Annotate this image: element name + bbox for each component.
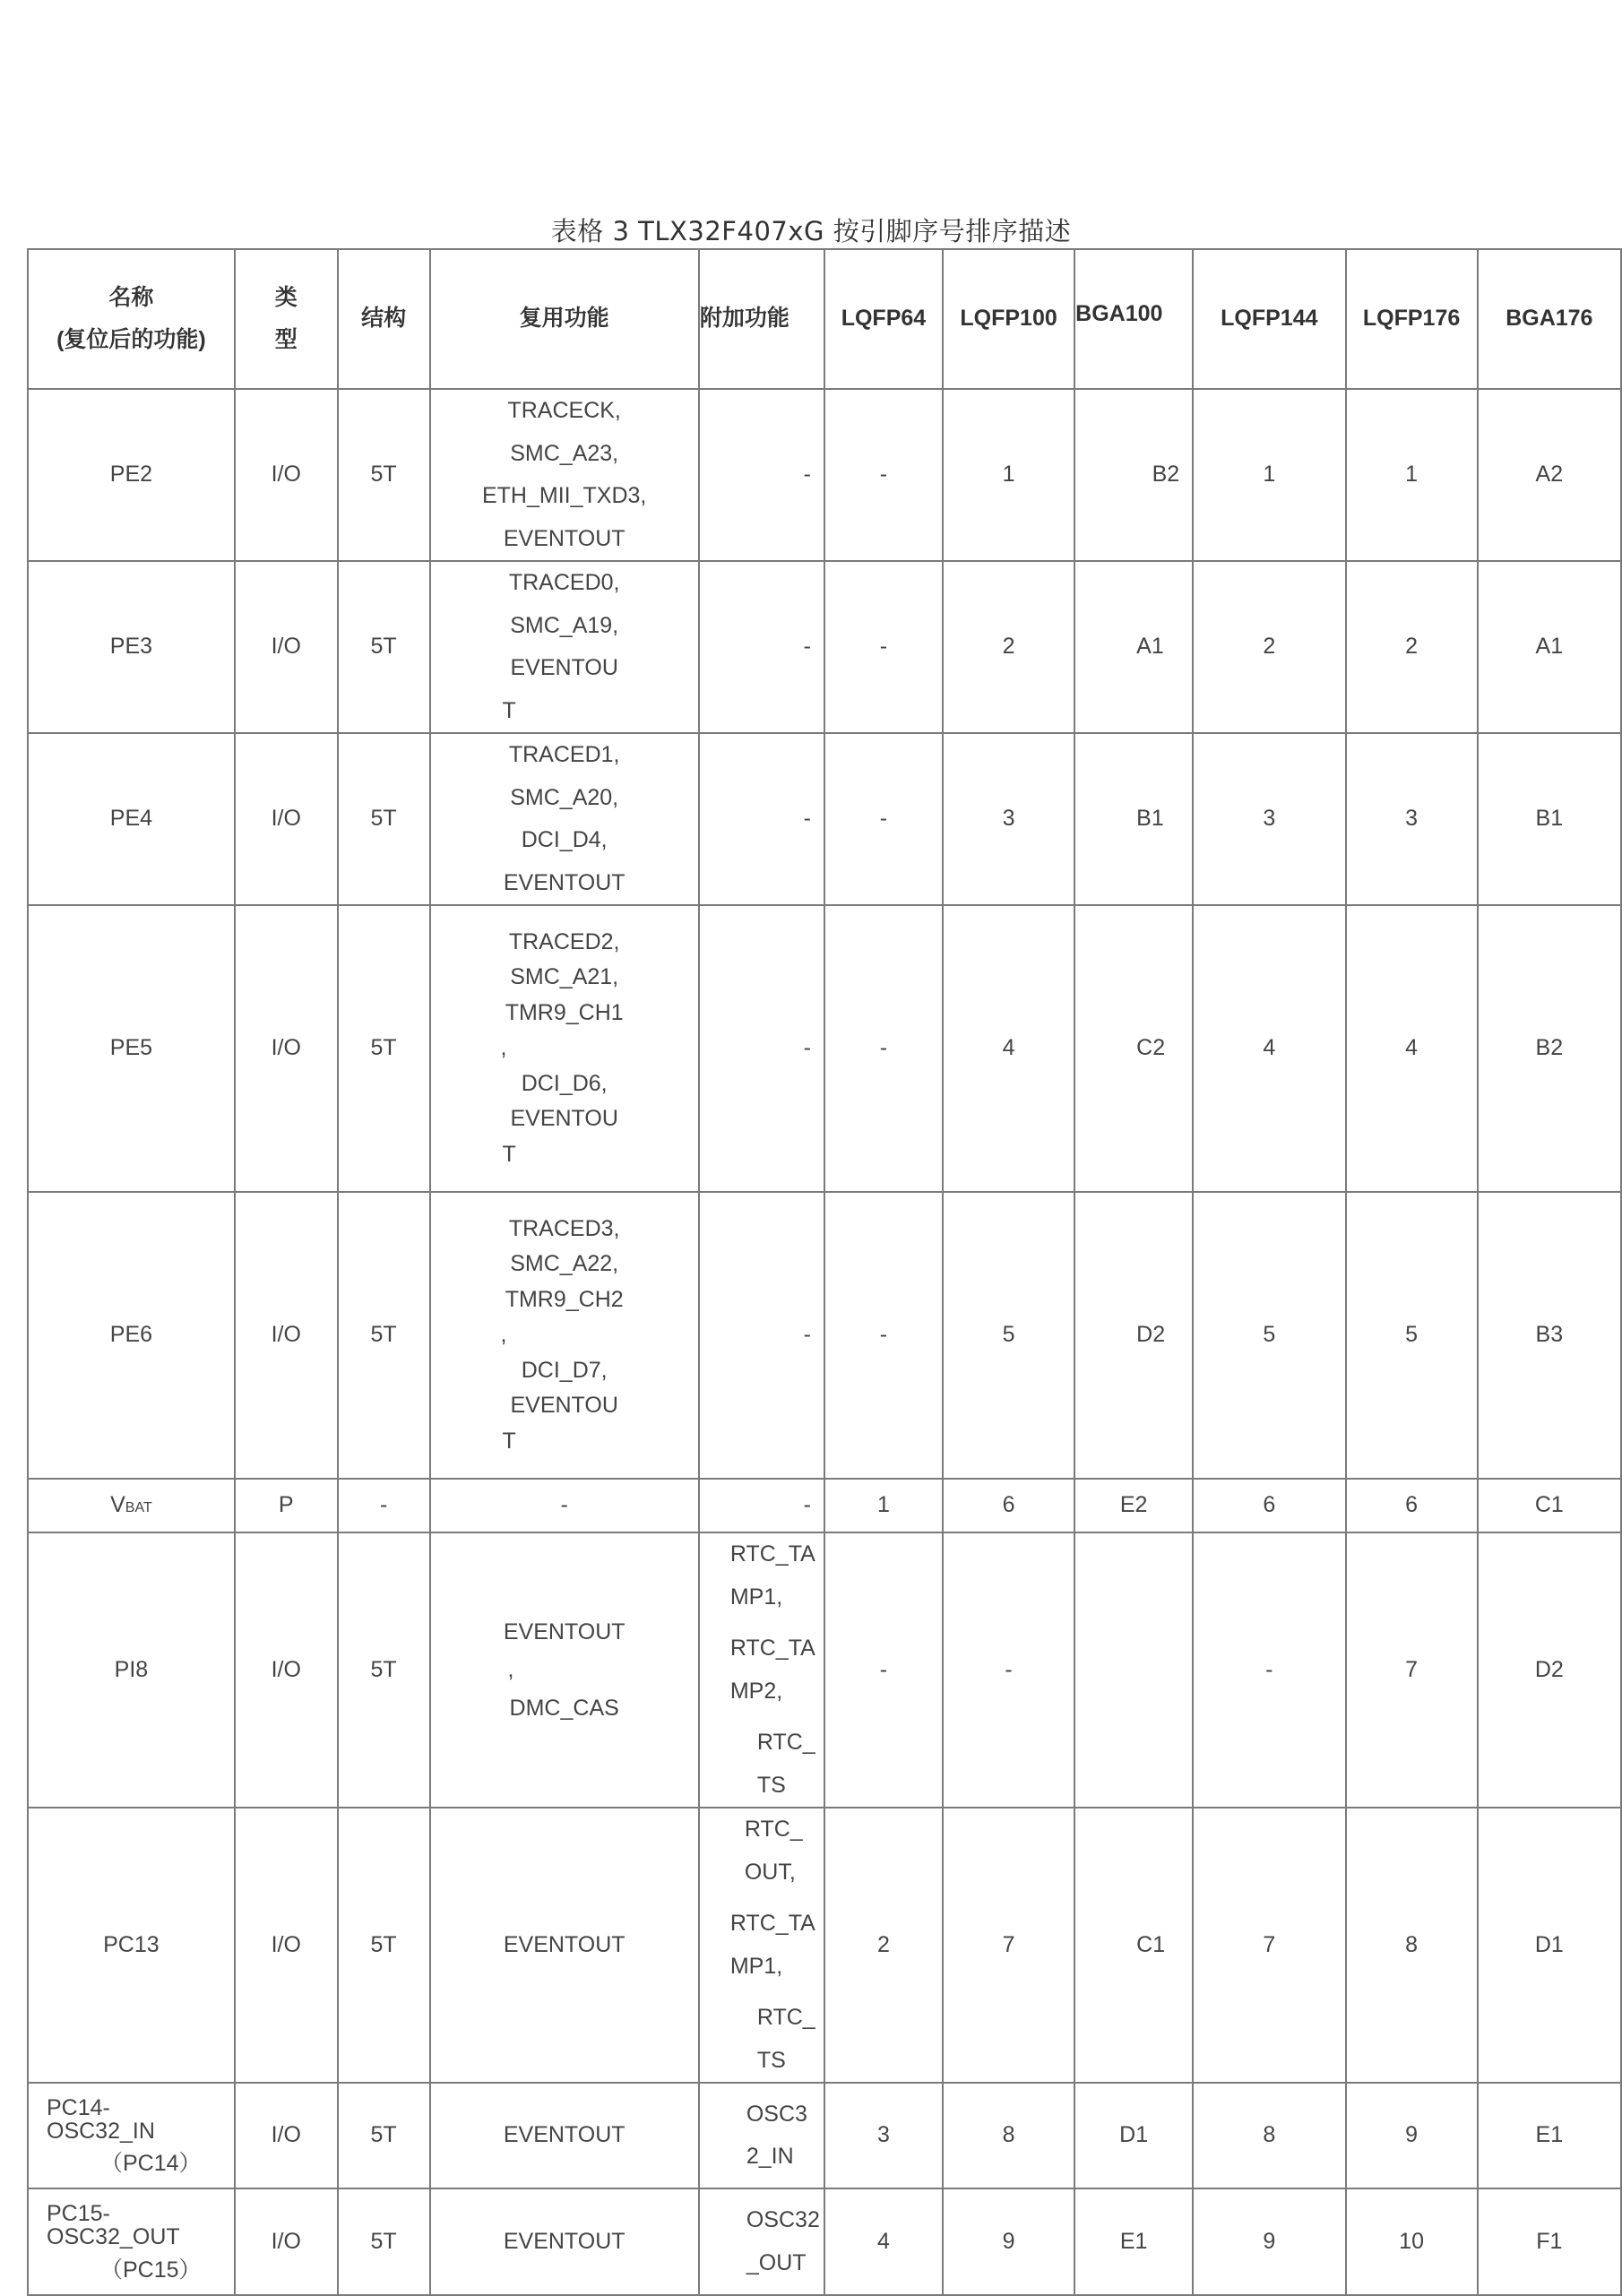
additional-function: - <box>699 561 824 733</box>
pin-structure: 5T <box>338 1808 430 2083</box>
lqfp176-pin: 6 <box>1346 1479 1478 1532</box>
pin-table <box>27 248 1622 2296</box>
alt-line: SMC_A22, <box>510 1251 619 1277</box>
table-row <box>28 2188 1621 2295</box>
lqfp64-pin: - <box>824 1192 943 1479</box>
pin-name <box>28 1479 235 1532</box>
pin-type: I/O <box>235 1192 338 1479</box>
pin-structure: 5T <box>338 733 430 905</box>
bga176-pin: D1 <box>1478 1808 1621 2083</box>
bga176-pin: E1 <box>1478 2083 1621 2188</box>
pin-type: I/O <box>235 1532 338 1808</box>
pin-structure: 5T <box>338 561 430 733</box>
alt-line: TRACED3, <box>508 1215 620 1241</box>
additional-line: RTC_TA <box>729 1541 815 1567</box>
lqfp100-pin: - <box>943 1532 1074 1808</box>
lqfp64-pin: 4 <box>824 2188 943 2295</box>
alt-function: - <box>430 1479 699 1532</box>
pin-name-subscript: BAT <box>125 1500 152 1516</box>
bga176-pin: A1 <box>1478 561 1621 733</box>
additional-function <box>699 1532 824 1808</box>
additional-line: RTC_TA <box>729 1636 815 1661</box>
lqfp64-pin: - <box>824 733 943 905</box>
lqfp144-pin: 1 <box>1193 389 1345 561</box>
lqfp64-pin: 3 <box>824 2083 943 2188</box>
lqfp64-pin: - <box>824 905 943 1192</box>
lqfp176-pin: 10 <box>1346 2188 1478 2295</box>
lqfp100-pin: 9 <box>943 2188 1074 2295</box>
additional-line: TS <box>756 2047 786 2073</box>
alt-line: DCI_D4, <box>521 827 608 852</box>
lqfp144-pin: 3 <box>1193 733 1345 905</box>
pin-name: PE4 <box>28 733 235 905</box>
alt-line: DCI_D7, <box>521 1357 608 1383</box>
alt-line: EVENTOUT <box>503 1618 626 1644</box>
lqfp176-pin: 3 <box>1346 733 1478 905</box>
alt-line: T <box>502 697 516 723</box>
lqfp100-pin: 6 <box>943 1479 1074 1532</box>
alt-line: DMC_CAS <box>509 1695 619 1721</box>
alt-function <box>430 561 699 733</box>
alt-line: EVENTOU <box>510 655 618 680</box>
bga100-pin: E2 <box>1074 1479 1193 1532</box>
lqfp144-pin: 6 <box>1193 1479 1345 1532</box>
lqfp100-pin: 4 <box>943 905 1074 1192</box>
alt-function <box>430 733 699 905</box>
pin-type: I/O <box>235 1808 338 2083</box>
lqfp144-pin: - <box>1193 1532 1345 1808</box>
pin-structure: - <box>338 1479 430 1532</box>
bga100-pin: A1 <box>1074 561 1193 733</box>
bga100-pin: E1 <box>1074 2188 1193 2295</box>
additional-function: - <box>699 1479 824 1532</box>
table-row <box>28 733 1621 905</box>
alt-function: EVENTOUT <box>430 2083 699 2188</box>
alt-line: EVENTOU <box>510 1106 618 1132</box>
alt-line: TRACED1, <box>508 742 620 767</box>
additional-line: OSC3 <box>746 2101 807 2127</box>
alt-line: SMC_A21, <box>510 964 619 990</box>
header-bga176: BGA176 <box>1478 249 1621 389</box>
additional-line: RTC_ <box>744 1817 803 1842</box>
lqfp176-pin: 9 <box>1346 2083 1478 2188</box>
lqfp64-pin: - <box>824 389 943 561</box>
header-bga100: BGA100 <box>1074 249 1193 389</box>
alt-line: EVENTOU <box>510 1393 618 1419</box>
lqfp100-pin: 8 <box>943 2083 1074 2188</box>
bga100-pin: D1 <box>1074 2083 1193 2188</box>
header-type <box>235 249 338 389</box>
bga176-pin: F1 <box>1478 2188 1621 2295</box>
pin-type: I/O <box>235 561 338 733</box>
header-additional-function: 附加功能 <box>699 249 824 389</box>
pin-structure: 5T <box>338 905 430 1192</box>
bga100-pin: B1 <box>1074 733 1193 905</box>
bga176-pin: C1 <box>1478 1479 1621 1532</box>
pin-name: PE5 <box>28 905 235 1192</box>
additional-line: RTC_TA <box>729 1911 815 1936</box>
pin-type: I/O <box>235 2083 338 2188</box>
pin-name-line: （PC15） <box>100 2257 202 2283</box>
lqfp144-pin: 9 <box>1193 2188 1345 2295</box>
alt-line: TRACED0, <box>508 570 620 595</box>
alt-line: TRACECK, <box>507 398 621 423</box>
lqfp64-pin: 2 <box>824 1808 943 2083</box>
additional-function <box>699 2083 824 2188</box>
table-row <box>28 1808 1621 2083</box>
alt-line: , <box>500 1035 507 1061</box>
pin-name: PC13 <box>28 1808 235 2083</box>
pin-structure: 5T <box>338 389 430 561</box>
lqfp176-pin: 4 <box>1346 905 1478 1192</box>
alt-function <box>430 905 699 1192</box>
table-row <box>28 1479 1621 1532</box>
additional-line: MP1, <box>729 1953 783 1979</box>
lqfp176-pin: 8 <box>1346 1808 1478 2083</box>
pin-name-line: OSC32_IN <box>47 2118 155 2144</box>
alt-line: TRACED2, <box>508 928 620 954</box>
alt-line: SMC_A20, <box>510 784 619 810</box>
lqfp144-pin: 2 <box>1193 561 1345 733</box>
additional-line: OUT, <box>744 1859 796 1885</box>
pin-structure: 5T <box>338 1532 430 1808</box>
lqfp100-pin: 3 <box>943 733 1074 905</box>
lqfp100-pin: 1 <box>943 389 1074 561</box>
header-lqfp100: LQFP100 <box>943 249 1074 389</box>
pin-type: P <box>235 1479 338 1532</box>
lqfp176-pin: 1 <box>1346 389 1478 561</box>
lqfp176-pin: 5 <box>1346 1192 1478 1479</box>
pin-name-line: （PC14） <box>100 2151 202 2177</box>
header-name <box>28 249 235 389</box>
alt-line: SMC_A23, <box>510 440 619 466</box>
lqfp144-pin: 7 <box>1193 1808 1345 2083</box>
alt-line: EVENTOUT <box>503 869 626 895</box>
bga176-pin: B2 <box>1478 905 1621 1192</box>
header-lqfp64: LQFP64 <box>824 249 943 389</box>
additional-line: _OUT <box>746 2249 807 2275</box>
additional-function: - <box>699 733 824 905</box>
alt-function <box>430 1192 699 1479</box>
alt-line: EVENTOUT <box>503 525 626 551</box>
header-name-line2: (复位后的功能) <box>56 327 206 352</box>
pin-name: PI8 <box>28 1532 235 1808</box>
additional-line: 2_IN <box>746 2144 794 2169</box>
bga100-pin: D2 <box>1074 1192 1193 1479</box>
lqfp100-pin: 7 <box>943 1808 1074 2083</box>
header-row <box>28 249 1621 389</box>
pin-name: PE6 <box>28 1192 235 1479</box>
pin-name-line: PC15- <box>47 2201 110 2227</box>
header-name-line1: 名称 <box>108 284 154 310</box>
pin-structure: 5T <box>338 2188 430 2295</box>
header-type-line2: 型 <box>274 327 298 352</box>
pin-structure: 5T <box>338 1192 430 1479</box>
pin-name-main: V <box>110 1492 125 1518</box>
pin-name <box>28 2188 235 2295</box>
additional-line: MP2, <box>729 1678 783 1704</box>
header-lqfp144: LQFP144 <box>1193 249 1345 389</box>
table-row <box>28 561 1621 733</box>
table-row <box>28 1192 1621 1479</box>
lqfp100-pin: 5 <box>943 1192 1074 1479</box>
additional-line: RTC_ <box>756 1730 815 1755</box>
lqfp144-pin: 8 <box>1193 2083 1345 2188</box>
bga176-pin: D2 <box>1478 1532 1621 1808</box>
alt-line: SMC_A19, <box>510 612 619 638</box>
alt-function <box>430 389 699 561</box>
alt-line: DCI_D6, <box>521 1070 608 1096</box>
pin-name <box>28 2083 235 2188</box>
alt-function <box>430 1532 699 1808</box>
alt-line: , <box>500 1322 507 1348</box>
table-row <box>28 1532 1621 1808</box>
lqfp64-pin: 1 <box>824 1479 943 1532</box>
alt-function: EVENTOUT <box>430 1808 699 2083</box>
lqfp64-pin: - <box>824 1532 943 1808</box>
header-type-line1: 类 <box>274 284 298 310</box>
bga100-pin: C2 <box>1074 905 1193 1192</box>
alt-line: TMR9_CH1 <box>505 999 624 1025</box>
pin-type: I/O <box>235 733 338 905</box>
bga176-pin: A2 <box>1478 389 1621 561</box>
lqfp176-pin: 7 <box>1346 1532 1478 1808</box>
bga100-pin: B2 <box>1074 389 1193 561</box>
header-structure: 结构 <box>338 249 430 389</box>
additional-line: RTC_ <box>756 2005 815 2030</box>
bga176-pin: B3 <box>1478 1192 1621 1479</box>
header-alt-function: 复用功能 <box>430 249 699 389</box>
alt-line: T <box>502 1428 516 1454</box>
alt-line: T <box>502 1141 516 1167</box>
header-lqfp176: LQFP176 <box>1346 249 1478 389</box>
additional-function <box>699 2188 824 2295</box>
lqfp144-pin: 4 <box>1193 905 1345 1192</box>
pin-type: I/O <box>235 905 338 1192</box>
additional-function: - <box>699 905 824 1192</box>
additional-function: - <box>699 1192 824 1479</box>
pin-name: PE2 <box>28 389 235 561</box>
alt-line: ETH_MII_TXD3, <box>481 483 647 508</box>
table-caption: 表格 3 TLX32F407xG 按引脚序号排序描述 <box>550 216 1072 246</box>
table-row <box>28 905 1621 1192</box>
lqfp64-pin: - <box>824 561 943 733</box>
bga100-pin: C1 <box>1074 1808 1193 2083</box>
pin-name: PE3 <box>28 561 235 733</box>
alt-line: , <box>507 1657 514 1683</box>
lqfp176-pin: 2 <box>1346 561 1478 733</box>
additional-line: MP1, <box>729 1584 783 1610</box>
lqfp100-pin: 2 <box>943 561 1074 733</box>
table-row <box>28 2083 1621 2188</box>
additional-function: - <box>699 389 824 561</box>
pin-type: I/O <box>235 2188 338 2295</box>
alt-function: EVENTOUT <box>430 2188 699 2295</box>
bga100-pin <box>1074 1532 1193 1808</box>
table-row <box>28 389 1621 561</box>
lqfp144-pin: 5 <box>1193 1192 1345 1479</box>
pin-name-line: OSC32_OUT <box>47 2224 180 2250</box>
additional-line: TS <box>756 1772 786 1798</box>
alt-line: TMR9_CH2 <box>505 1286 624 1312</box>
pin-structure: 5T <box>338 2083 430 2188</box>
additional-line: OSC32 <box>746 2207 820 2232</box>
bga176-pin: B1 <box>1478 733 1621 905</box>
pin-name-line: PC14- <box>47 2094 110 2120</box>
pin-type: I/O <box>235 389 338 561</box>
additional-function <box>699 1808 824 2083</box>
